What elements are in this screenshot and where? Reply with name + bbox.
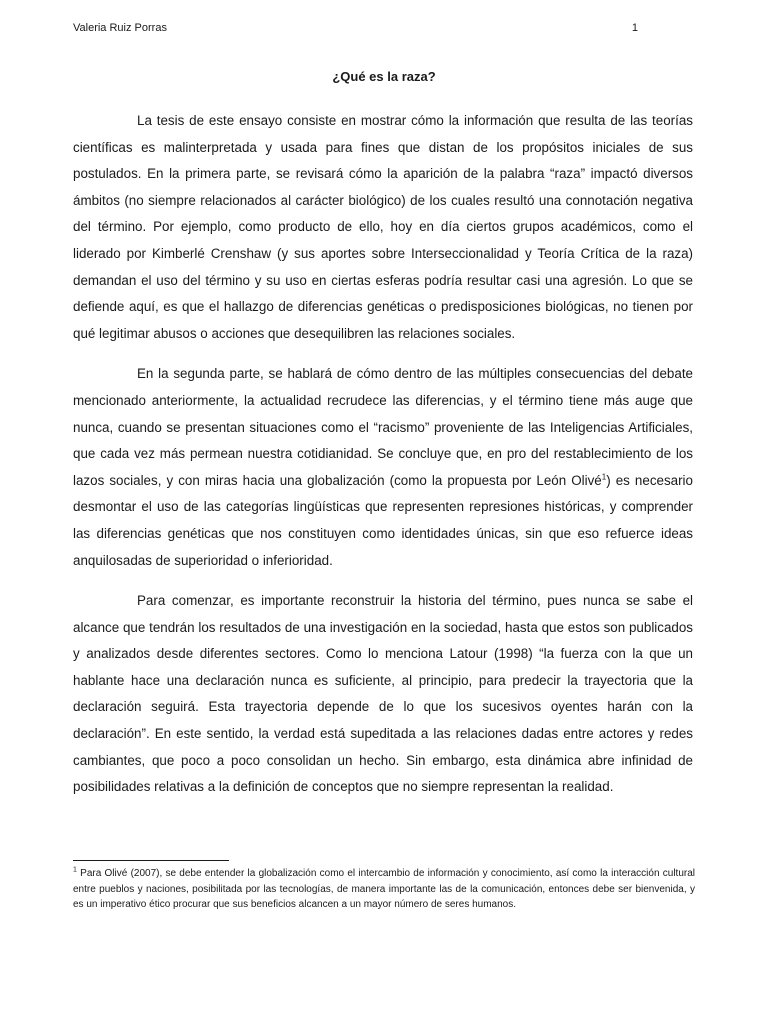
paragraph-2: En la segunda parte, se hablará de cómo dentro de las múltiples consecuencias del debate mencionado anteriormente, la actualidad recrudece las diferencias, y el término tiene más auge que nunca, cuando se presentan situaciones como el “racismo” proveniente de las Inteligencias Artificiales, que cada vez más permean nuestra cotidianidad. Se concluye que, en pro del restablecimiento de los lazos sociales, y con miras hacia una globalización (como la propuesta por León Olivé$^1$) es necesario desmontar el uso de las categorías lingüísticas que representen represiones históricas, y comprender las diferencias genéticas que nos constituyen como identidades únicas, sin que eso refuerce ideas anquilosadas de superioridad o inferioridad.	[73, 366, 693, 568]
page-header	[73, 22, 638, 34]
document-body	[73, 108, 693, 815]
paragraph-3: Para comenzar, es importante reconstruir la historia del término, pues nunca se sabe el alcance que tendrán los resultados de una investigación en la sociedad, hasta que estos son publicados y analizados desde diferentes sectores. Como lo menciona Latour (1998) “la fuerza con la que un hablante hace una declaración nunca es suficiente, al principio, para predecir la trayectoria que la declaración seguirá. Esta trayectoria depende de lo que los sucesivos oyentes harán con la declaración”. En este sentido, la verdad está supeditada a las relaciones dadas entre actores y redes cambiantes, que poco a poco consolidan un hecho. Sin embargo, esta dinámica abre infinidad de posibilidades relativas a la definición de conceptos que no siempre representan la realidad.	[73, 593, 693, 795]
footnote-reference[interactable]: 1	[601, 472, 607, 482]
footnote	[73, 866, 695, 913]
document-title: ¿Qué es la raza?	[332, 69, 436, 84]
footnote-separator	[73, 860, 229, 861]
footnote-text: Para Olivé (2007), se debe entender la globalización como el intercambio de información y conocimiento, así como la interacción cultural entre pueblos y naciones, posibilitada por las tecnologías, de manera importante las de la comunicación, entonces debe ser bienvenida, y es un imperativo ético procurar que sus beneficios alcancen a un mayor número de seres humanos.	[73, 868, 695, 910]
footnote-marker: 1	[73, 866, 77, 874]
page-number: 1	[631, 22, 638, 34]
paragraph-1: La tesis de este ensayo consiste en mostrar cómo la información que resulta de las teorías científicas es malinterpretada y usada para fines que distan de los propósitos iniciales de sus postulados. En la primera parte, se revisará cómo la aparición de la palabra “raza” impactó diversos ámbitos (no siempre relacionados al carácter biológico) de los cuales resultó una connotación negativa del término. Por ejemplo, como producto de ello, hoy en día ciertos grupos académicos, como el liderado por Kimberlé Crenshaw (y sus aportes sobre Interseccionalidad y Teoría Crítica de la raza) demandan el uso del término y su uso en ciertas esferas podría resultar casi una agresión. Lo que se defiende aquí, es que el hallazgo de diferencias genéticas o predisposiciones biológicas, no tienen por qué legitimar abusos o acciones que desequilibren las relaciones sociales.	[73, 113, 693, 341]
author-name: Valeria Ruiz Porras	[73, 22, 167, 34]
